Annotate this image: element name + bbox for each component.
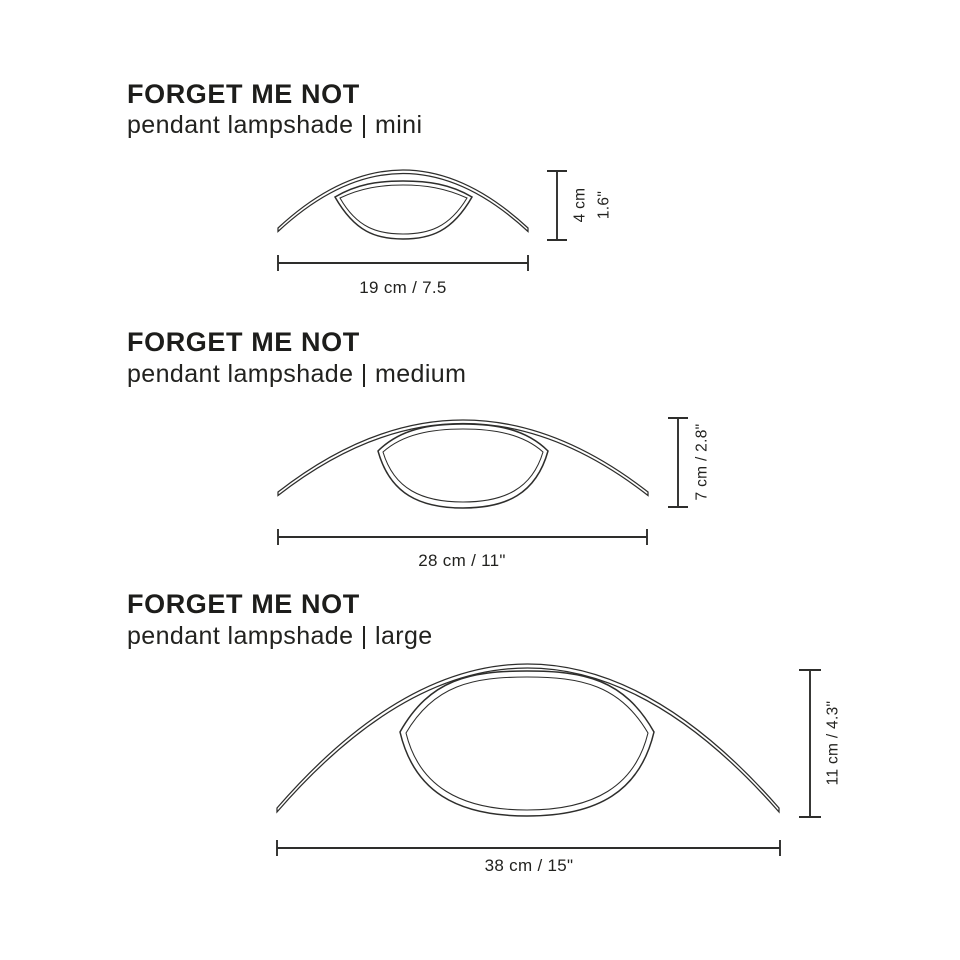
mini-height-dimension-label-cm: 4 cm (571, 187, 589, 223)
medium-width-dimension-label: 28 cm / 11" (418, 551, 506, 570)
medium-height-dimension-line (668, 418, 688, 507)
mini-height-dimension-line (547, 171, 567, 240)
diagram-large (277, 664, 842, 875)
medium-shade-arc (278, 420, 648, 496)
large-shade-arc (277, 664, 779, 812)
mini-width-dimension-label: 19 cm / 7.5 (359, 278, 447, 297)
medium-width-dimension-line (278, 529, 647, 545)
diagram-medium (278, 418, 711, 570)
large-width-dimension-line (277, 840, 780, 856)
medium-shade-opening (378, 424, 548, 508)
large-shade-opening-inner-edge (406, 677, 648, 810)
product-subtitle-large: pendant lampshade | large (127, 622, 433, 650)
large-width-dimension-label: 38 cm / 15" (484, 856, 574, 875)
mini-shade-opening (335, 181, 472, 239)
large-height-dimension-label: 11 cm / 4.3" (824, 700, 842, 786)
large-shade-opening (400, 671, 654, 816)
product-title-medium: FORGET ME NOT (127, 327, 360, 357)
diagram-mini (278, 170, 613, 297)
mini-height-dimension-label-in: 1.6" (595, 190, 613, 220)
product-subtitle-mini: pendant lampshade | mini (127, 111, 423, 139)
mini-shade-arc (278, 170, 528, 232)
product-subtitle-medium: pendant lampshade | medium (127, 360, 467, 388)
medium-shade-opening-inner-edge (383, 429, 543, 502)
large-height-dimension-line (799, 670, 821, 817)
mini-width-dimension-line (278, 255, 528, 271)
product-title-large: FORGET ME NOT (127, 589, 360, 619)
product-title-mini: FORGET ME NOT (127, 79, 360, 109)
medium-height-dimension-label: 7 cm / 2.8" (693, 423, 711, 501)
